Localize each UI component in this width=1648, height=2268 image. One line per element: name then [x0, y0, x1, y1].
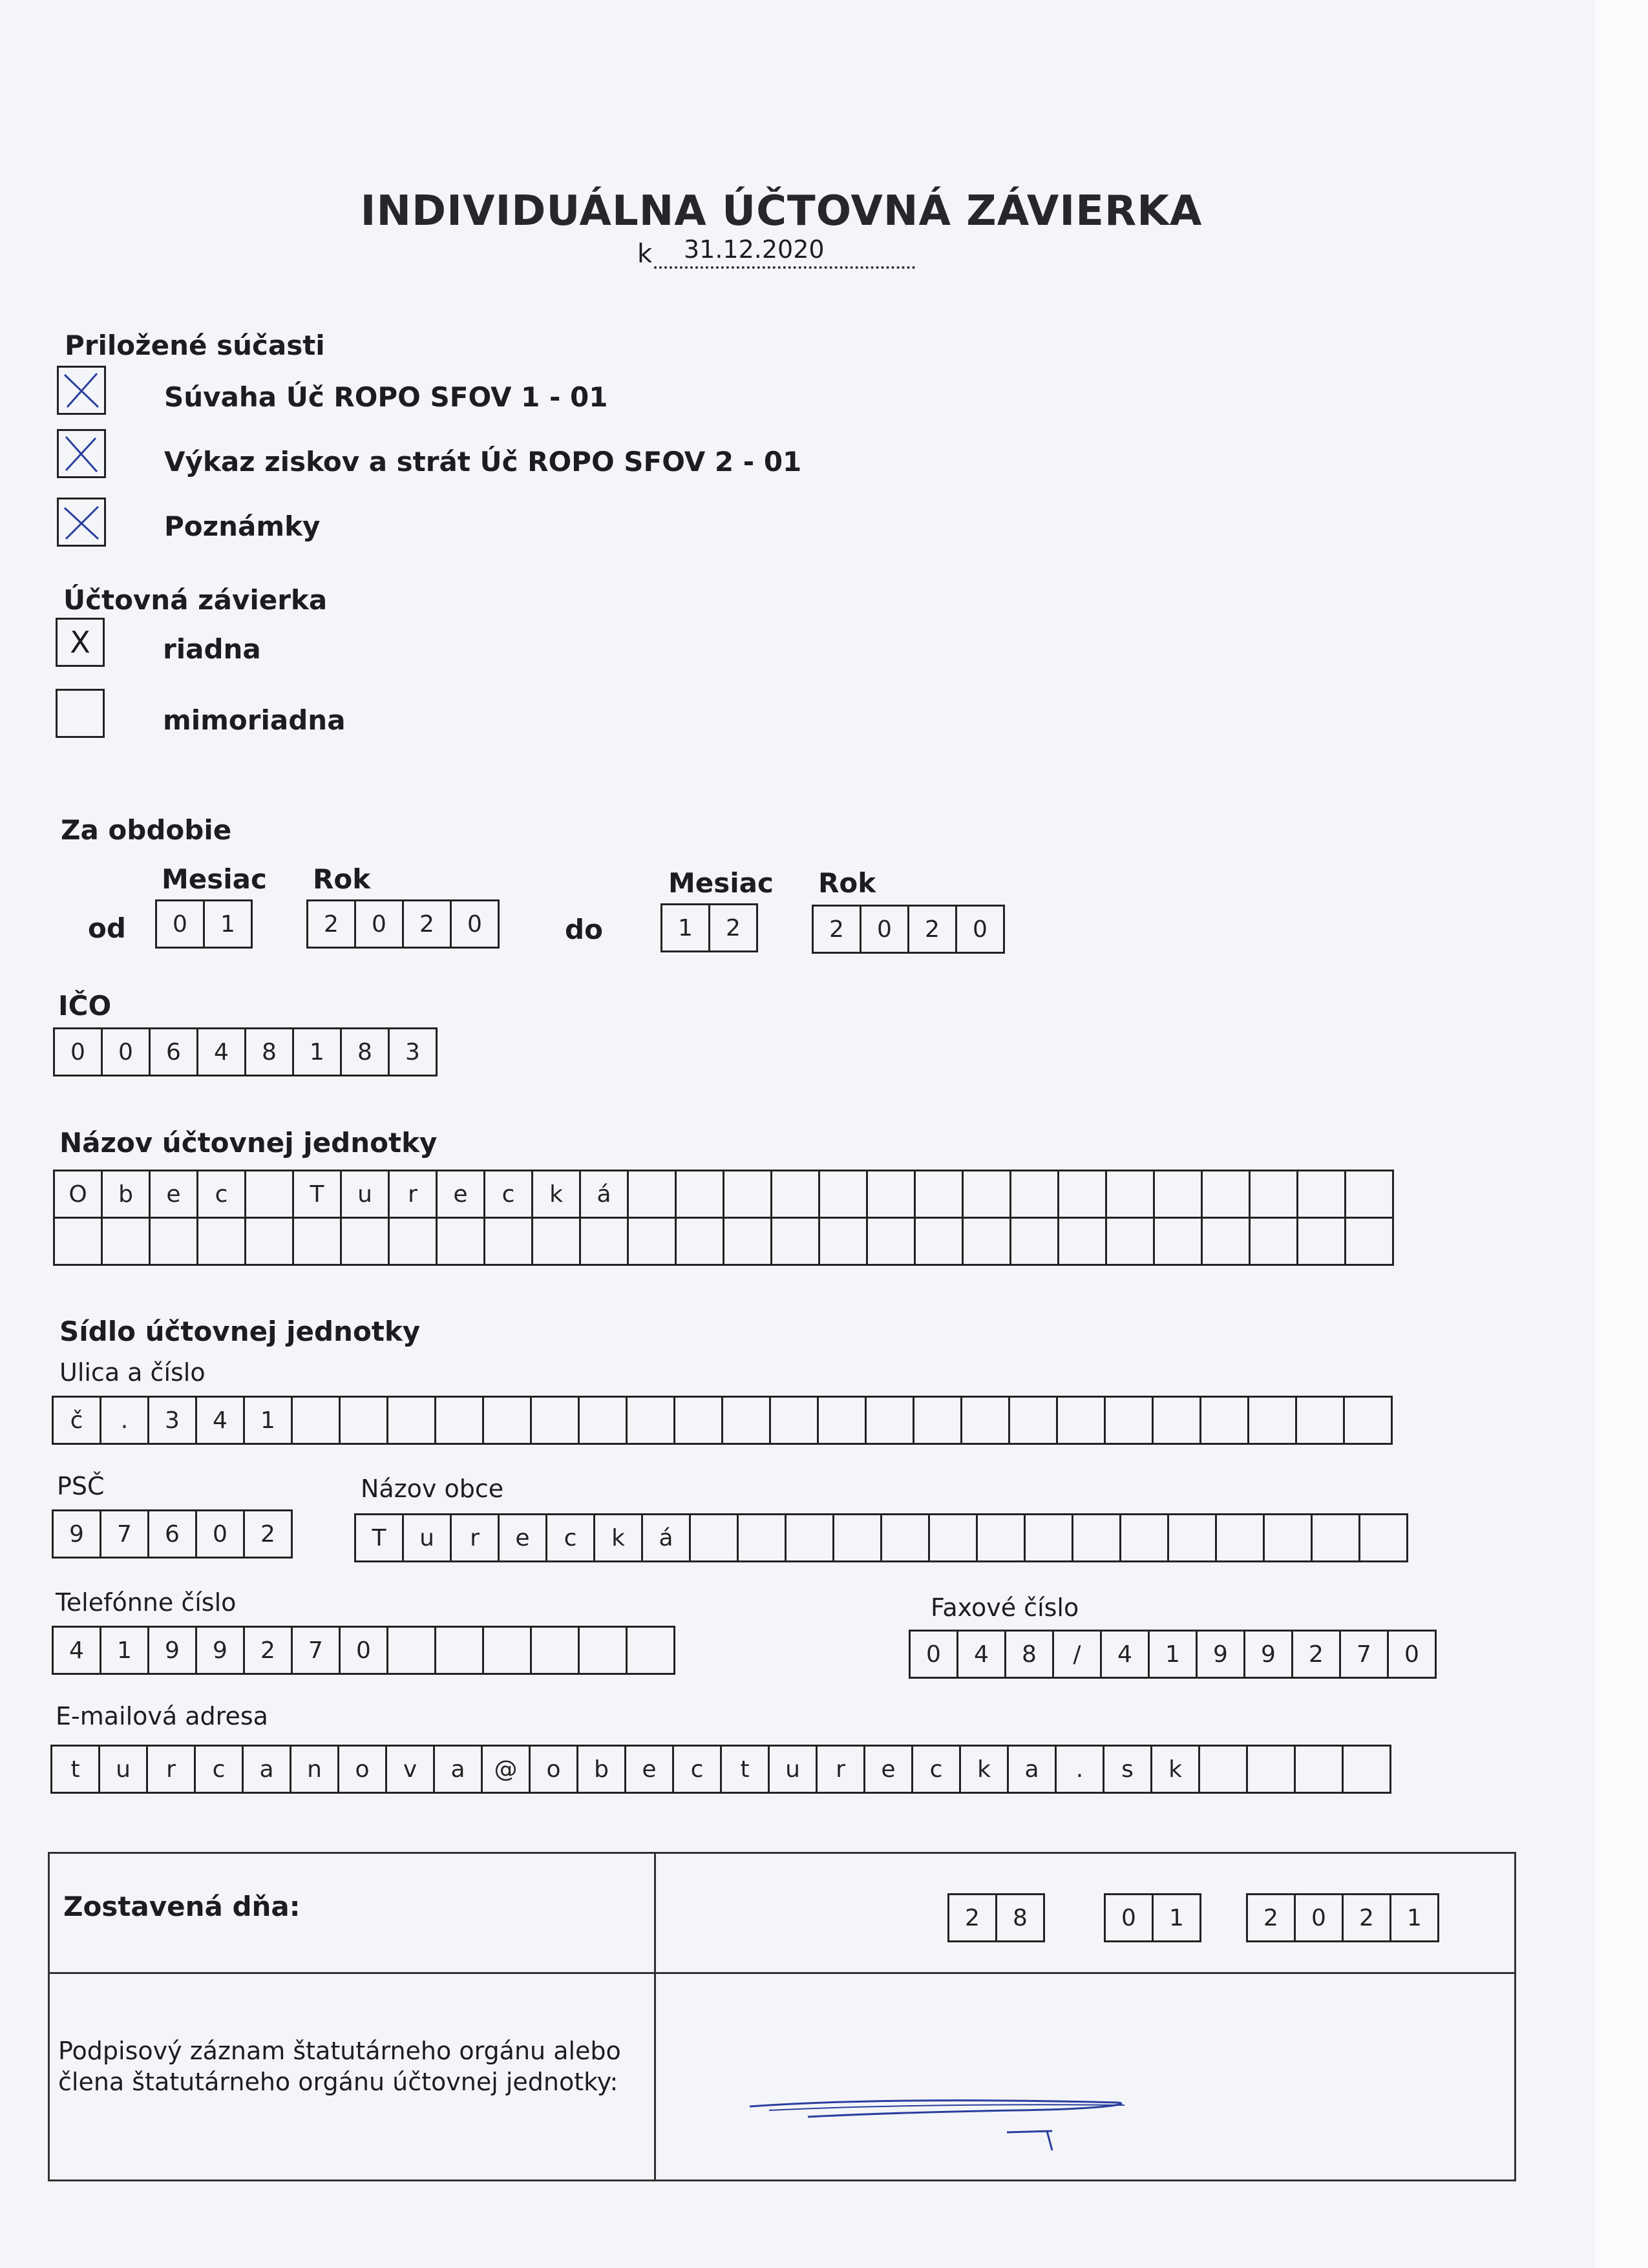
char-box[interactable]: 0 — [339, 1626, 388, 1675]
char-box[interactable]: c — [194, 1745, 244, 1794]
char-box[interactable]: 0 — [101, 1027, 151, 1076]
char-box[interactable] — [291, 1396, 341, 1445]
char-box[interactable] — [1057, 1217, 1107, 1266]
char-box[interactable]: 0 — [909, 1630, 958, 1679]
char-box[interactable] — [673, 1396, 723, 1445]
char-box[interactable] — [723, 1170, 772, 1219]
compiled-day-boxes — [947, 1893, 1045, 1942]
char-box[interactable] — [913, 1396, 962, 1445]
char-box[interactable]: 8 — [340, 1027, 390, 1076]
name-row-2 — [53, 1217, 1394, 1266]
char-box[interactable]: 4 — [196, 1027, 246, 1076]
char-box[interactable] — [1072, 1513, 1121, 1562]
char-box[interactable]: e — [436, 1170, 485, 1219]
to-month-boxes — [660, 903, 758, 952]
char-box[interactable] — [785, 1513, 834, 1562]
char-box[interactable] — [1296, 1217, 1346, 1266]
char-box[interactable]: 1 — [1152, 1893, 1201, 1942]
char-box[interactable] — [1249, 1217, 1298, 1266]
char-box[interactable] — [1344, 1170, 1394, 1219]
char-box[interactable]: s — [1103, 1745, 1152, 1794]
x-mark-icon — [61, 501, 102, 543]
char-box[interactable]: e — [624, 1745, 674, 1794]
email-label: E-mailová adresa — [56, 1702, 268, 1730]
char-box[interactable]: 6 — [149, 1027, 198, 1076]
as-of-dotted-line — [654, 266, 915, 269]
char-box[interactable]: 3 — [388, 1027, 438, 1076]
char-box[interactable]: u — [768, 1745, 818, 1794]
from-year-label: Rok — [313, 863, 371, 895]
document-title: INDIVIDUÁLNA ÚČTOVNÁ ZÁVIERKA — [360, 187, 1203, 235]
char-box[interactable] — [1057, 1170, 1107, 1219]
char-box[interactable] — [340, 1217, 390, 1266]
char-box[interactable] — [769, 1396, 819, 1445]
char-box[interactable]: . — [1055, 1745, 1104, 1794]
char-box[interactable]: v — [385, 1745, 435, 1794]
char-box[interactable]: t — [720, 1745, 770, 1794]
attachment-label-suvaha: Súvaha Úč ROPO SFOV 1 - 01 — [164, 381, 608, 413]
char-box[interactable]: t — [50, 1745, 100, 1794]
char-box[interactable] — [1263, 1513, 1313, 1562]
char-box[interactable] — [1358, 1513, 1408, 1562]
char-box[interactable]: e — [863, 1745, 913, 1794]
char-box[interactable] — [482, 1396, 532, 1445]
char-box[interactable]: 2 — [812, 905, 861, 954]
char-box[interactable]: 9 — [1243, 1630, 1293, 1679]
char-box[interactable] — [818, 1217, 868, 1266]
char-box[interactable] — [1215, 1513, 1265, 1562]
char-box[interactable] — [1344, 1217, 1394, 1266]
char-box[interactable] — [928, 1513, 978, 1562]
char-box[interactable] — [101, 1217, 151, 1266]
char-box[interactable]: 1 — [243, 1396, 293, 1445]
char-box[interactable]: b — [101, 1170, 151, 1219]
char-box[interactable] — [436, 1217, 485, 1266]
char-box[interactable] — [1152, 1396, 1201, 1445]
char-box[interactable] — [1201, 1170, 1251, 1219]
char-box[interactable]: a — [1007, 1745, 1057, 1794]
char-box[interactable]: 2 — [243, 1509, 293, 1559]
char-box[interactable]: a — [433, 1745, 483, 1794]
char-box[interactable]: 2 — [1342, 1893, 1391, 1942]
char-box[interactable] — [1119, 1513, 1169, 1562]
char-box[interactable]: e — [149, 1170, 198, 1219]
char-box[interactable]: 0 — [1387, 1630, 1437, 1679]
char-box[interactable]: č — [52, 1396, 101, 1445]
char-box[interactable]: 0 — [1104, 1893, 1154, 1942]
char-box[interactable]: 2 — [402, 899, 452, 949]
char-box[interactable] — [1249, 1170, 1298, 1219]
char-box[interactable]: c — [545, 1513, 595, 1562]
char-box[interactable]: 7 — [291, 1626, 341, 1675]
fax-label: Faxové číslo — [931, 1593, 1079, 1622]
char-box[interactable]: T — [292, 1170, 342, 1219]
from-month-label: Mesiac — [162, 863, 267, 895]
ico-boxes — [53, 1027, 438, 1076]
char-box[interactable]: k — [593, 1513, 643, 1562]
char-box[interactable] — [434, 1626, 484, 1675]
option-label-mimoriadna: mimoriadna — [163, 704, 346, 736]
fax-boxes — [909, 1630, 1437, 1679]
char-box[interactable]: 7 — [1339, 1630, 1389, 1679]
char-box[interactable] — [626, 1626, 675, 1675]
char-box[interactable] — [1024, 1513, 1073, 1562]
char-box[interactable] — [483, 1217, 533, 1266]
char-box[interactable] — [1342, 1745, 1391, 1794]
char-box[interactable] — [962, 1170, 1011, 1219]
char-box[interactable] — [626, 1396, 675, 1445]
from-label: od — [88, 912, 126, 944]
char-box[interactable]: 2 — [1291, 1630, 1341, 1679]
street-label: Ulica a číslo — [59, 1358, 206, 1387]
char-box[interactable]: c — [911, 1745, 961, 1794]
char-box[interactable] — [244, 1217, 294, 1266]
frame-divider-horizontal — [48, 1972, 1516, 1974]
char-box[interactable] — [578, 1396, 628, 1445]
city-boxes — [354, 1513, 1408, 1562]
paper-edge — [1595, 0, 1648, 2268]
char-box[interactable]: 0 — [955, 905, 1005, 954]
signature-label-line1: Podpisový záznam štatutárneho orgánu alebo — [58, 2037, 621, 2065]
char-box[interactable]: 2 — [947, 1893, 997, 1942]
char-box[interactable] — [386, 1626, 436, 1675]
char-box[interactable] — [976, 1513, 1026, 1562]
char-box[interactable] — [339, 1396, 388, 1445]
char-box[interactable]: r — [146, 1745, 196, 1794]
char-box[interactable] — [689, 1513, 739, 1562]
char-box[interactable]: 1 — [100, 1626, 149, 1675]
char-box[interactable]: 6 — [147, 1509, 197, 1559]
char-box[interactable] — [1105, 1170, 1155, 1219]
char-box[interactable] — [675, 1217, 724, 1266]
char-box[interactable]: 1 — [203, 899, 253, 949]
char-box[interactable] — [53, 1217, 103, 1266]
char-box[interactable]: O — [53, 1170, 103, 1219]
char-box[interactable] — [292, 1217, 342, 1266]
char-box[interactable] — [723, 1217, 772, 1266]
phone-label: Telefónne číslo — [56, 1588, 237, 1617]
char-box[interactable] — [482, 1626, 532, 1675]
ico-label: IČO — [58, 990, 112, 1022]
char-box[interactable] — [1198, 1745, 1248, 1794]
char-box[interactable]: b — [576, 1745, 626, 1794]
char-box[interactable] — [530, 1396, 580, 1445]
char-box[interactable]: a — [242, 1745, 291, 1794]
option-label-riadna: riadna — [163, 633, 261, 665]
char-box[interactable] — [1167, 1513, 1217, 1562]
char-box[interactable]: 8 — [244, 1027, 294, 1076]
char-box[interactable] — [1056, 1396, 1106, 1445]
char-box[interactable] — [914, 1170, 964, 1219]
char-box[interactable]: á — [641, 1513, 691, 1562]
char-box[interactable]: c — [483, 1170, 533, 1219]
char-box[interactable]: 8 — [1004, 1630, 1054, 1679]
char-box[interactable]: k — [959, 1745, 1009, 1794]
char-box[interactable] — [866, 1170, 916, 1219]
as-of-date: 31.12.2020 — [684, 235, 825, 264]
char-box[interactable]: 9 — [52, 1509, 101, 1559]
char-box[interactable] — [1105, 1217, 1155, 1266]
signature-label-line2: člena štatutárneho orgánu účtovnej jednotky: — [58, 2068, 618, 2096]
char-box[interactable]: 7 — [100, 1509, 149, 1559]
char-box[interactable] — [1153, 1217, 1203, 1266]
char-box[interactable]: 4 — [1100, 1630, 1150, 1679]
char-box[interactable]: 1 — [660, 903, 710, 952]
char-box[interactable]: @ — [481, 1745, 531, 1794]
char-box[interactable]: / — [1052, 1630, 1102, 1679]
compiled-year-boxes — [1246, 1893, 1439, 1942]
char-box[interactable]: c — [196, 1170, 246, 1219]
attachment-label-vykaz: Výkaz ziskov a strát Úč ROPO SFOV 2 - 01 — [164, 446, 802, 478]
char-box[interactable]: . — [100, 1396, 149, 1445]
char-box[interactable]: 0 — [860, 905, 909, 954]
char-box[interactable]: 0 — [354, 899, 404, 949]
char-box[interactable]: 0 — [195, 1509, 245, 1559]
char-box[interactable]: 0 — [450, 899, 500, 949]
char-box[interactable] — [531, 1217, 581, 1266]
char-box[interactable]: 9 — [1196, 1630, 1245, 1679]
city-label: Názov obce — [361, 1475, 504, 1503]
char-box[interactable] — [737, 1513, 787, 1562]
checkbox-mimoriadna[interactable] — [56, 689, 105, 738]
char-box[interactable] — [960, 1396, 1010, 1445]
from-year-boxes — [306, 899, 500, 949]
char-box[interactable] — [578, 1626, 628, 1675]
char-box[interactable] — [721, 1396, 771, 1445]
char-box[interactable] — [1294, 1745, 1344, 1794]
street-boxes — [52, 1396, 1393, 1445]
char-box[interactable]: á — [579, 1170, 629, 1219]
char-box[interactable] — [675, 1170, 724, 1219]
char-box[interactable]: 3 — [147, 1396, 197, 1445]
char-box[interactable]: 0 — [155, 899, 205, 949]
char-box[interactable] — [832, 1513, 882, 1562]
char-box[interactable] — [962, 1217, 1011, 1266]
psc-label: PSČ — [57, 1472, 105, 1500]
char-box[interactable] — [244, 1170, 294, 1219]
char-box[interactable]: 1 — [292, 1027, 342, 1076]
attachment-label-poznamky: Poznámky — [164, 510, 321, 542]
char-box[interactable] — [627, 1170, 677, 1219]
char-box[interactable]: u — [98, 1745, 148, 1794]
name-row-1 — [53, 1170, 1394, 1219]
to-label: do — [565, 914, 603, 945]
char-box[interactable] — [1009, 1217, 1059, 1266]
char-box[interactable]: r — [388, 1170, 438, 1219]
to-year-label: Rok — [818, 867, 876, 899]
to-year-boxes — [812, 905, 1005, 954]
char-box[interactable] — [386, 1396, 436, 1445]
char-box[interactable]: n — [290, 1745, 339, 1794]
char-box[interactable]: 8 — [995, 1893, 1045, 1942]
char-box[interactable] — [818, 1170, 868, 1219]
char-box[interactable] — [1009, 1170, 1059, 1219]
char-box[interactable] — [880, 1513, 930, 1562]
char-box[interactable] — [865, 1396, 914, 1445]
char-box[interactable] — [1008, 1396, 1058, 1445]
to-month-label: Mesiac — [668, 867, 774, 899]
char-box[interactable]: 0 — [53, 1027, 103, 1076]
char-box[interactable] — [1295, 1396, 1345, 1445]
char-box[interactable] — [1343, 1396, 1393, 1445]
char-box[interactable] — [1199, 1396, 1249, 1445]
char-box[interactable]: 1 — [1389, 1893, 1439, 1942]
char-box[interactable] — [434, 1396, 484, 1445]
char-box[interactable] — [1104, 1396, 1154, 1445]
x-mark-icon — [61, 370, 102, 411]
char-box[interactable]: 1 — [1148, 1630, 1198, 1679]
char-box[interactable] — [1311, 1513, 1360, 1562]
compiled-month-boxes — [1104, 1893, 1201, 1942]
char-box[interactable]: 4 — [195, 1396, 245, 1445]
seat-heading: Sídlo účtovnej jednotky — [59, 1316, 421, 1347]
handwritten-signature — [743, 2087, 1144, 2165]
checkbox-riadna[interactable]: X — [56, 618, 105, 667]
attachments-heading: Priložené súčasti — [65, 330, 325, 361]
char-box[interactable] — [1201, 1217, 1251, 1266]
char-box[interactable] — [770, 1170, 820, 1219]
char-box[interactable]: 2 — [907, 905, 957, 954]
char-box[interactable]: r — [816, 1745, 865, 1794]
char-box[interactable] — [627, 1217, 677, 1266]
char-box[interactable]: 4 — [956, 1630, 1006, 1679]
char-box[interactable] — [530, 1626, 580, 1675]
char-box[interactable]: T — [354, 1513, 404, 1562]
char-box[interactable]: e — [498, 1513, 547, 1562]
char-box[interactable]: c — [672, 1745, 722, 1794]
period-heading: Za obdobie — [61, 814, 232, 846]
char-box[interactable]: 0 — [1294, 1893, 1344, 1942]
char-box[interactable] — [1247, 1396, 1297, 1445]
char-box[interactable] — [866, 1217, 916, 1266]
char-box[interactable]: 2 — [1246, 1893, 1296, 1942]
char-box[interactable]: o — [529, 1745, 578, 1794]
char-box[interactable]: 9 — [195, 1626, 245, 1675]
char-box[interactable] — [196, 1217, 246, 1266]
compiled-label: Zostavená dňa: — [63, 1891, 301, 1922]
statement-type-heading: Účtovná závierka — [63, 584, 328, 616]
char-box[interactable] — [388, 1217, 438, 1266]
char-box[interactable] — [770, 1217, 820, 1266]
char-box[interactable] — [579, 1217, 629, 1266]
phone-boxes — [52, 1626, 675, 1675]
char-box[interactable]: 9 — [147, 1626, 197, 1675]
char-box[interactable] — [914, 1217, 964, 1266]
char-box[interactable] — [1246, 1745, 1296, 1794]
psc-boxes — [52, 1509, 293, 1559]
char-box[interactable]: u — [402, 1513, 452, 1562]
char-box[interactable]: r — [450, 1513, 500, 1562]
checkbox-poznamky[interactable] — [57, 498, 106, 547]
char-box[interactable] — [1153, 1170, 1203, 1219]
as-of-prefix: k — [637, 239, 653, 269]
char-box[interactable]: u — [340, 1170, 390, 1219]
checkbox-vykaz[interactable] — [57, 429, 106, 478]
frame-divider-vertical — [654, 1852, 656, 2181]
char-box[interactable]: k — [1150, 1745, 1200, 1794]
checkbox-suvaha[interactable] — [57, 366, 106, 415]
char-box[interactable]: 4 — [52, 1626, 101, 1675]
char-box[interactable]: k — [531, 1170, 581, 1219]
char-box[interactable]: 2 — [306, 899, 356, 949]
char-box[interactable]: 2 — [243, 1626, 293, 1675]
char-box[interactable]: o — [337, 1745, 387, 1794]
email-boxes — [50, 1745, 1391, 1794]
char-box[interactable] — [149, 1217, 198, 1266]
name-label: Názov účtovnej jednotky — [59, 1127, 438, 1159]
char-box[interactable] — [817, 1396, 867, 1445]
from-month-boxes — [155, 899, 253, 949]
char-box[interactable]: 2 — [708, 903, 758, 952]
x-mark-icon — [61, 433, 102, 474]
char-box[interactable] — [1296, 1170, 1346, 1219]
